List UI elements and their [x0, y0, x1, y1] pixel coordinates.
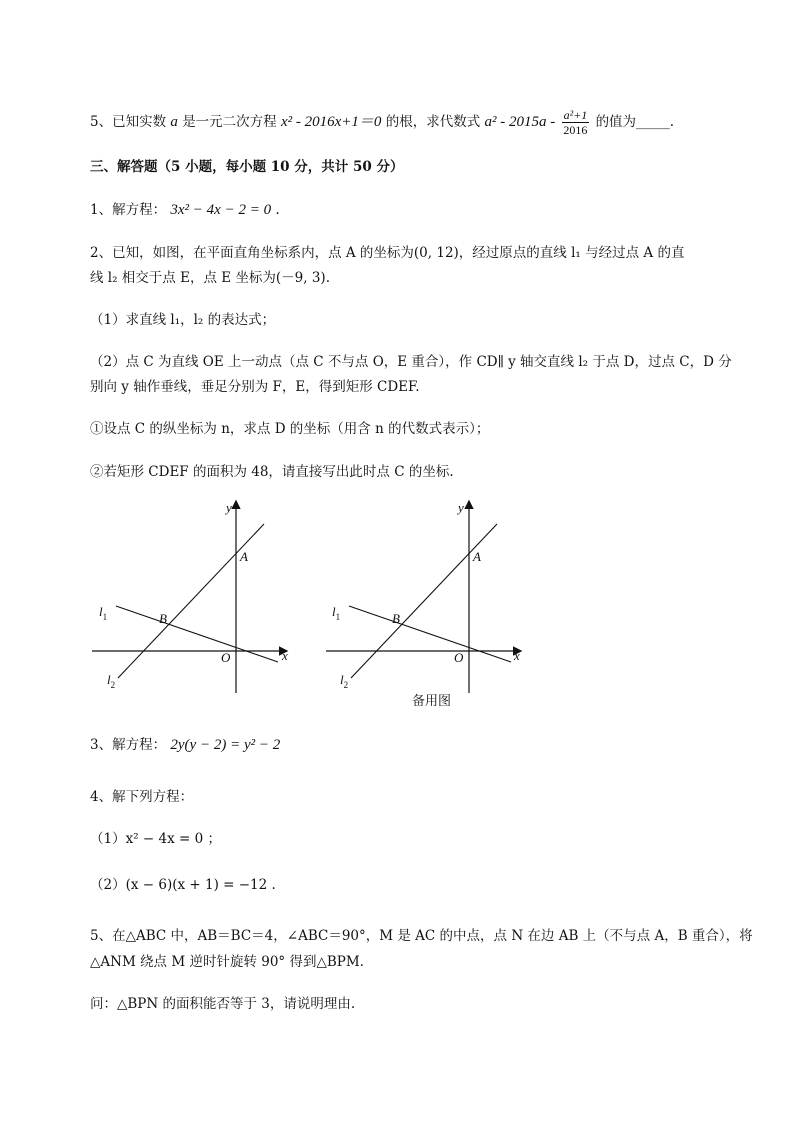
- p4-sub-2: （2）(x − 6)(x + 1) = −12 .: [90, 877, 276, 893]
- p1-label: 1、解方程：: [90, 202, 167, 218]
- x-axis-label: x: [282, 648, 288, 663]
- p3-equation: 2y(y − 2) = y² − 2: [170, 737, 281, 753]
- p4-label: 4、解下列方程：: [90, 789, 194, 805]
- problem-3: [90, 735, 280, 755]
- x-axis-label: x: [514, 648, 520, 663]
- p5-line-2: △ANM 绕点 M 逆时针旋转 90° 得到△BPM.: [90, 954, 364, 970]
- p2-line-2: 线 l₂ 相交于点 E，点 E 坐标为(－9, 3).: [90, 270, 330, 286]
- figure-caption: 备用图: [412, 693, 452, 708]
- q5-fraction-numerator: a²+1: [563, 108, 588, 122]
- p2-sub-2-line-1: （2）点 C 为直线 OE 上一动点（点 C 不与点 O，E 重合），作 CD∥ y 轴交直线 l₂ 于点 D，过点 C，D 分: [90, 354, 732, 370]
- p2-sub-2-line-2: 别向 y 轴作垂线，垂足分别为 F，E，得到矩形 CDEF.: [90, 379, 420, 395]
- p2-circ-2: ②若矩形 CDEF 的面积为 48，请直接写出此时点 C 的坐标.: [90, 464, 454, 480]
- l2-label: $l_2$: [340, 672, 349, 690]
- p5-line-3: 问：△BPN 的面积能否等于 3，请说明理由.: [90, 996, 356, 1012]
- q5-suffix: 的值为_____.: [595, 114, 675, 130]
- q5-var-a: a: [170, 114, 178, 130]
- point-A-label: A: [473, 549, 481, 564]
- section-title: 三、解答题（5 小题，每小题 10 分，共计 50 分）: [90, 159, 404, 175]
- q5-mid2: 的根，求代数式: [385, 114, 481, 130]
- figure-left: [92, 500, 288, 693]
- line-l1: [116, 606, 278, 662]
- p2-line-1: 2、已知，如图，在平面直角坐标系内，点 A 的坐标为(0, 12)，经过原点的直线 l₁ 与经过点 A 的直: [90, 245, 685, 261]
- q5-fraction-denominator: 2016: [563, 123, 588, 137]
- origin-label: O: [221, 650, 231, 665]
- q5-mid: 是一元二次方程: [182, 114, 277, 130]
- point-A-label: A: [240, 549, 248, 564]
- point-B-label: B: [392, 611, 400, 626]
- l2-label: $l_2$: [107, 672, 116, 690]
- p1-equation: 3x² − 4x − 2 = 0: [170, 202, 272, 218]
- line-l2: [351, 524, 497, 678]
- p1-end: .: [275, 202, 280, 218]
- point-B-label: B: [159, 611, 167, 626]
- y-axis-label: y: [226, 500, 232, 515]
- q5-expression: a² - 2015a -: [484, 114, 556, 130]
- line-l2: [118, 524, 264, 678]
- p2-circ-1: ①设点 C 的纵坐标为 n，求点 D 的坐标（用含 n 的代数式表示）；: [90, 421, 490, 437]
- l1-label: $l_1$: [332, 604, 341, 622]
- q5-equation: x² - 2016x+1＝0: [280, 114, 382, 130]
- line-l1: [349, 606, 511, 662]
- p4-sub-1: （1）x² − 4x = 0 ；: [90, 831, 221, 847]
- figure-right: [326, 500, 520, 693]
- q5-prefix: 5、已知实数: [90, 114, 167, 130]
- y-axis-label: y: [458, 500, 464, 515]
- p2-sub-1: （1）求直线 l₁，l₂ 的表达式；: [90, 312, 276, 328]
- origin-label: O: [454, 650, 464, 665]
- p5-line-1: 5、在△ABC 中，AB＝BC＝4，∠ABC＝90°，M 是 AC 的中点，点 N 在边 AB 上（不与点 A，B 重合），将: [90, 928, 753, 944]
- l1-label: $l_1$: [99, 604, 108, 622]
- p3-label: 3、解方程：: [90, 737, 167, 753]
